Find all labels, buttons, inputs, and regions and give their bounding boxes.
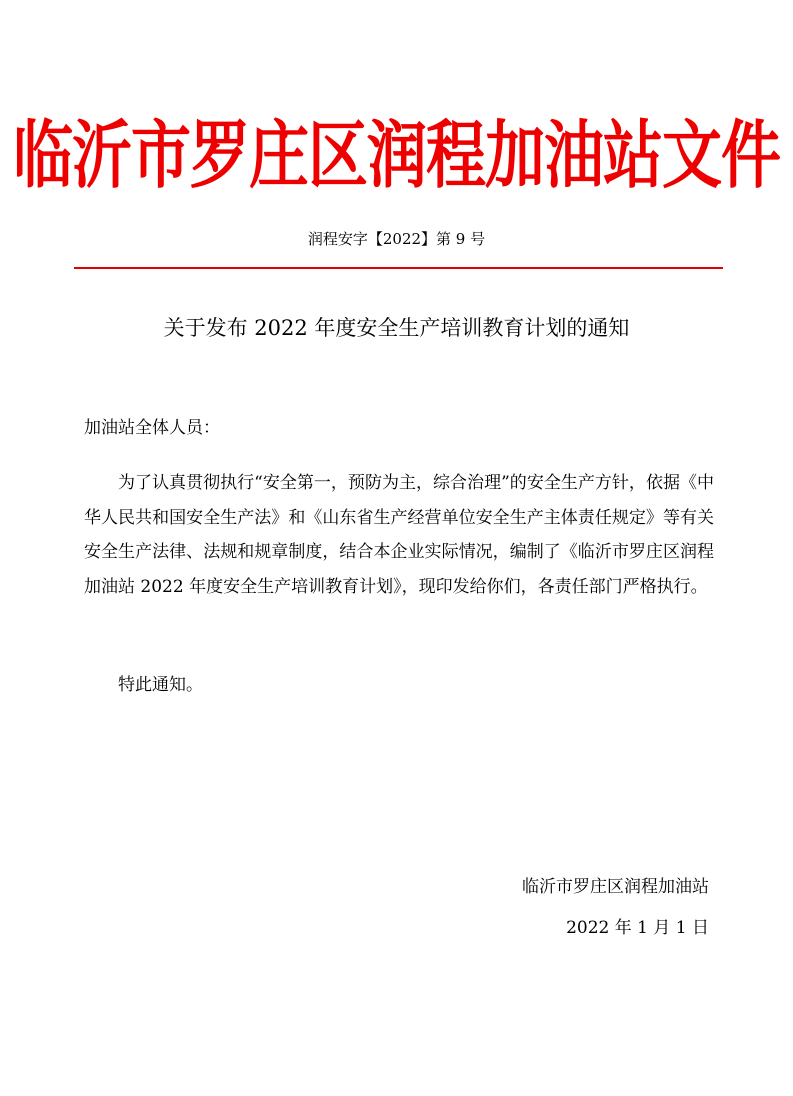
- salutation: 加油站全体人员：: [84, 418, 220, 438]
- closing-line: 特此通知。: [118, 675, 203, 695]
- signature-date: 2022 年 1 月 1 日: [566, 918, 709, 938]
- header-divider: [74, 267, 723, 269]
- document-header-title: 临沂市罗庄区润程加油站文件: [13, 113, 780, 199]
- document-number: 润程安字【2022】第 9 号: [307, 230, 486, 248]
- body-paragraph: 为了认真贯彻执行“安全第一，预防为主，综合治理”的安全生产方针，依据《中华人民共和国安全生产法》和《山东省生产经营单位安全生产主体责任规定》等有关安全生产法律、法规和规章制度，结合本企业实际情况，编制了《临沂市罗庄区润程加油站 2022 年度安全生产培训教育计划》，现印发给你们，各责任部门严格执行。: [84, 473, 714, 597]
- signature-organization: 临沂市罗庄区润程加油站: [522, 877, 709, 897]
- notice-title: 关于发布 2022 年度安全生产培训教育计划的通知: [163, 316, 630, 340]
